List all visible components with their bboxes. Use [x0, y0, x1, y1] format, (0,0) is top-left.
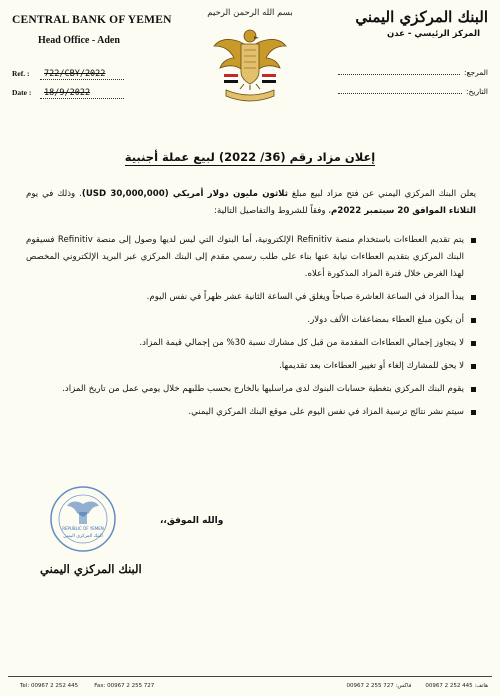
ref-dots: [338, 66, 460, 75]
ref-label-arabic: المرجع:: [464, 68, 488, 77]
bank-name-arabic: البنك المركزي اليمني: [355, 8, 488, 26]
conditions-list: [26, 232, 476, 421]
date-value: 18/9/2022: [40, 88, 124, 99]
intro-part3: ، وفقاً للشروط والتفاصيل التالية:: [214, 206, 332, 216]
intro-day: الثلاثاء الموافق 20 سبتمبر 2022م: [331, 206, 476, 216]
ref-value: 722/CBY/2022: [40, 69, 124, 80]
date-row: [12, 88, 182, 99]
list-item: يقوم البنك المركزي بتغطية حسابات البنوك لدى مراسليها بالخارج بحسب طلبهم خلال يومي عمل من تاريخ المزاد.: [26, 381, 476, 398]
footer: [20, 683, 488, 689]
title-text: إعلان مزاد رقم (36/ 2022) لبيع عملة أجنبية: [124, 150, 376, 164]
ref-row-arabic: [338, 66, 488, 77]
announcement-body: [26, 186, 476, 427]
office-english: Head Office - Aden: [38, 35, 120, 46]
header-emblem: [205, 8, 295, 110]
date-row-arabic: [338, 85, 488, 96]
list-item: لا يحق للمشارك إلغاء أو تغيير العطاءات بعد تقديمها.: [26, 358, 476, 375]
stamp-text-en: REPUBLIC OF YEMEN: [62, 526, 104, 531]
official-stamp-icon: [48, 484, 118, 554]
list-item: لا يتجاوز إجمالي العطاءات المقدمة من قبل كل مشارك نسبة 30% من إجمالي قيمة المزاد.: [26, 335, 476, 352]
eagle-emblem-icon: [210, 20, 290, 110]
page-title: [40, 150, 460, 164]
basmala: بسم الله الرحمن الرحيم: [207, 8, 293, 18]
intro-part2: . وذلك في يوم: [26, 189, 82, 199]
reference-block-arabic: [338, 58, 488, 96]
footer-fax-en: Fax: 00967 2 255 727: [94, 683, 155, 689]
list-item: أن يكون مبلغ العطاء بمضاعفات الألف دولار.: [26, 312, 476, 329]
date-dots: [338, 85, 462, 94]
footer-arabic: [347, 683, 488, 689]
intro-paragraph: [26, 186, 476, 220]
date-label-arabic: التاريخ:: [466, 87, 488, 96]
list-item: يتم تقديم العطاءات باستخدام منصة Refinitiv الإلكترونية، أما البنوك التي ليس لديها وصول إلى منصة Refinitiv فسيقوم البنك المركزي بتقديم العطاءات نيابة عنها بناء على طلب رسمي مقدم إلى البنك المركزي عبر البريد الإلكتروني المخصص لهذا الغرض خلال فترة المزاد المذكورة أعلاه.: [26, 232, 476, 283]
footer-tel-en: Tel: 00967 2 252 445: [20, 683, 79, 689]
header-arabic: [318, 8, 488, 39]
date-label: Date :: [12, 88, 32, 97]
header-english: [12, 14, 182, 46]
intro-amount: ثلاثون مليون دولار أمريكي (30,000,000 USD): [81, 189, 288, 199]
bank-name-english: CENTRAL BANK OF YEMEN: [12, 14, 172, 26]
reference-block: [12, 65, 182, 99]
list-item: يبدأ المزاد في الساعة العاشرة صباحاً ويغلق في الساعة الثانية عشر ظهراً في نفس اليوم.: [26, 289, 476, 306]
stamp-text-ar: البنك المركزي اليمني: [63, 534, 103, 539]
footer-english: [20, 683, 154, 689]
footer-divider: [8, 676, 492, 677]
closing-phrase: والله الموفق،،: [160, 516, 224, 526]
ref-label: Ref. :: [12, 69, 30, 78]
footer-fax-ar: فاكس: 727 255 2 00967: [346, 683, 412, 689]
list-item: سيتم نشر نتائج ترسية المزاد في نفس اليوم على موقع البنك المركزي اليمني.: [26, 404, 476, 421]
ref-row: [12, 69, 182, 80]
office-arabic: المركز الرئيسي - عدن: [386, 29, 480, 39]
footer-tel-ar: هاتف: 445 252 2 00967: [425, 683, 488, 689]
intro-part1: يعلن البنك المركزي اليمني عن فتح مزاد لبيع مبلغ: [287, 189, 476, 199]
signature: البنك المركزي اليمني: [40, 562, 142, 576]
